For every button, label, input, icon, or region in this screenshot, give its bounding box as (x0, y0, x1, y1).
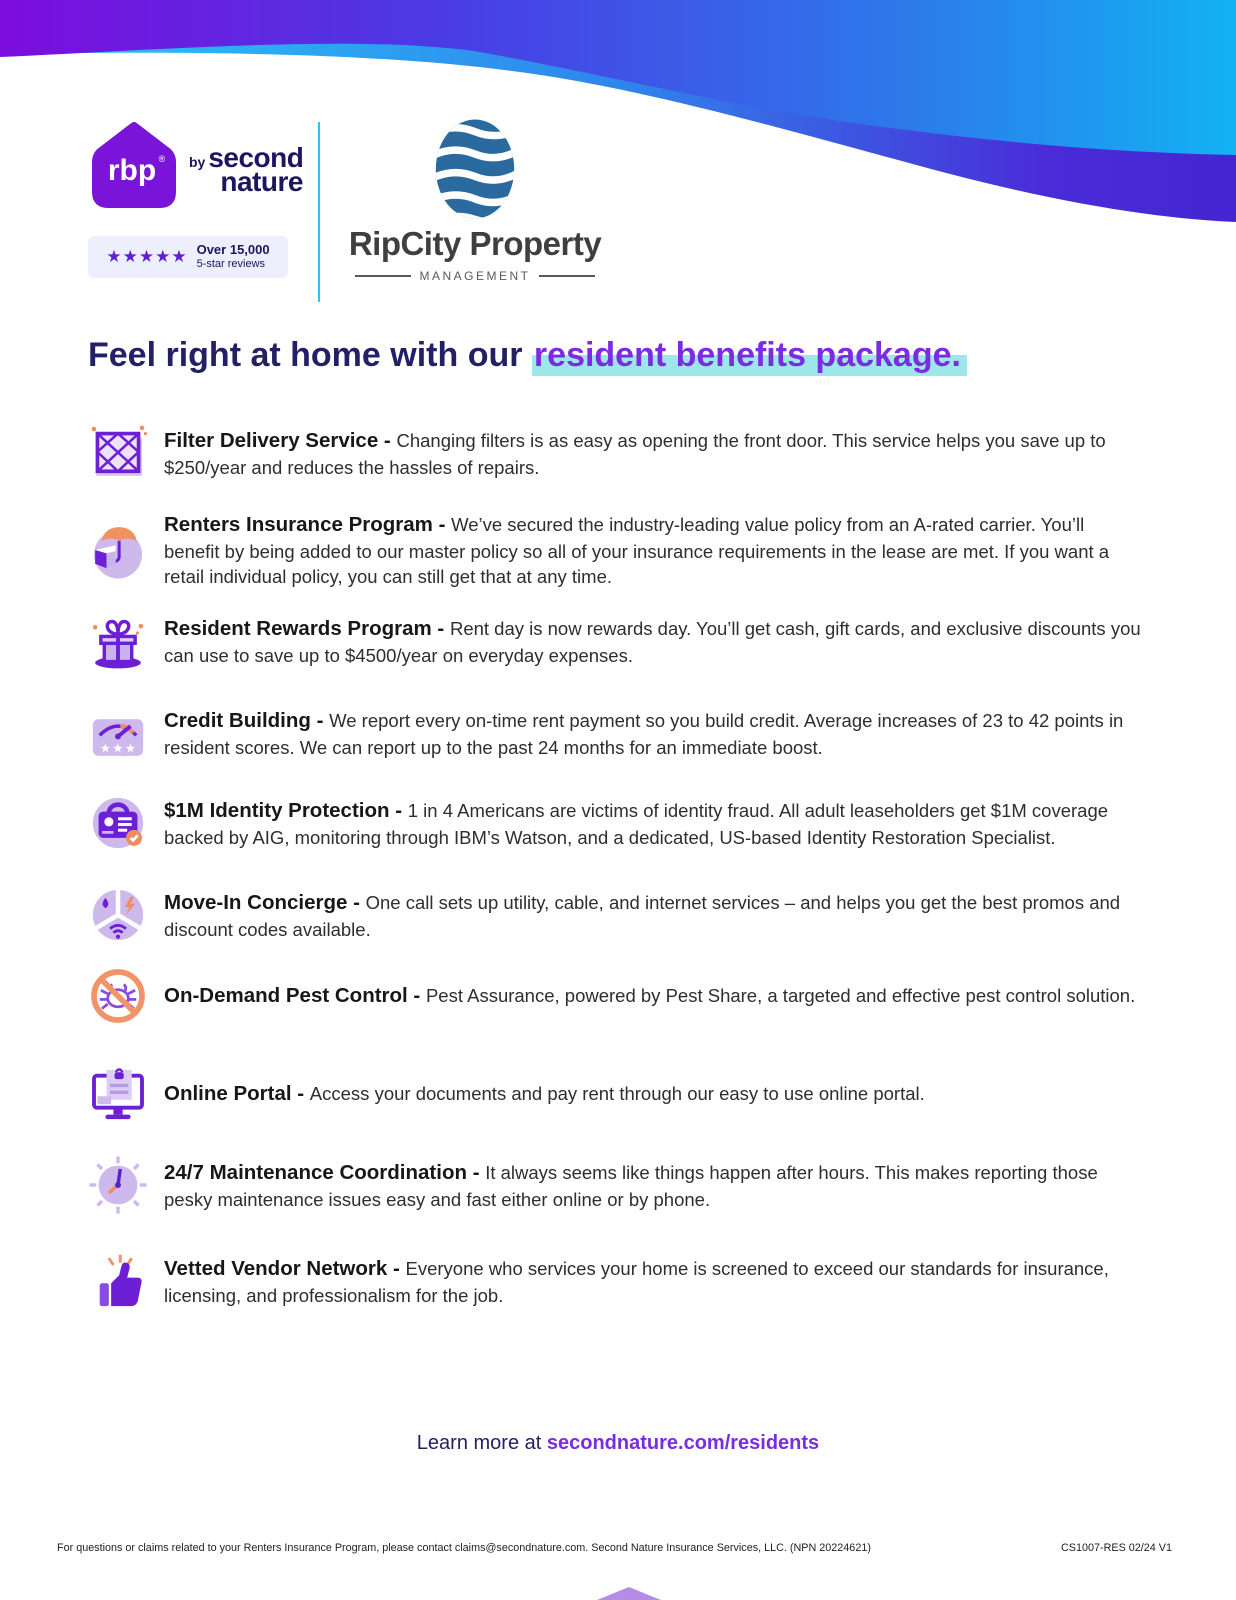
gift-icon (86, 609, 150, 673)
benefit-title: Vetted Vendor Network - (164, 1256, 406, 1280)
no-pests-icon (86, 964, 150, 1028)
by-label: by (189, 154, 206, 170)
brand-word-nature: nature (220, 166, 303, 198)
benefit-renters-insurance (0, 492, 1236, 608)
reviews-badge (88, 236, 288, 278)
ripcity-logo (338, 116, 612, 283)
benefit-body: It always seems like things happen after hours. This makes reporting those pesky maintenance issues easy and fast either online or by phone. (164, 1161, 1098, 1210)
benefit-body: Everyone who services your home is screened to exceed our standards for insurance, licensing, and professionalism for the job. (164, 1257, 1109, 1306)
rule-left (355, 275, 411, 277)
online-portal-monitor-icon (86, 1062, 150, 1126)
rule-right (539, 275, 595, 277)
benefit-move-in-concierge (0, 870, 1236, 960)
svg-text:rbp: rbp (107, 154, 157, 187)
benefit-filter-delivery (0, 408, 1236, 498)
reviews-count: Over 15,000 (196, 242, 270, 258)
air-filter-icon (86, 421, 150, 485)
second-nature-logo (189, 142, 304, 198)
reviews-caption: 5-star reviews (196, 258, 266, 271)
benefit-title: Move-In Concierge - (164, 890, 366, 914)
globe-icon (433, 116, 517, 222)
company-subtitle: MANAGEMENT (419, 269, 531, 283)
utilities-icon (86, 883, 150, 947)
credit-gauge-icon (86, 701, 150, 765)
brand-word-second: second (208, 142, 304, 173)
clock-icon (86, 1153, 150, 1217)
benefit-body: Access your documents and pay rent through our easy to use online portal. (309, 1082, 925, 1104)
thumbs-up-icon (86, 1249, 150, 1313)
benefit-title: Renters Insurance Program - (164, 512, 452, 536)
company-name: RipCity Property (348, 225, 602, 262)
rbp-logo (86, 118, 182, 222)
five-stars-icon: ★★★★★ (106, 247, 188, 266)
learn-more-link[interactable]: secondnature.com/residents (546, 1432, 820, 1454)
fine-print: For questions or claims related to your Renters Insurance Program, please contact claims@secondnature.com. Second Nature Insurance Services, LLC. (NPN 20224621) (57, 1542, 871, 1554)
benefit-title: $1M Identity Protection - (164, 798, 408, 822)
company-subtitle-row (338, 269, 612, 283)
benefit-title: Filter Delivery Service - (164, 428, 397, 452)
benefit-body: One call sets up utility, cable, and internet services – and helps you get the best promos and discount codes available. (164, 891, 1121, 940)
svg-text:★: ★ (124, 741, 137, 756)
page-title (88, 336, 967, 375)
benefit-title: 24/7 Maintenance Coordination - (164, 1160, 486, 1184)
title-prefix: Feel right at home with our (88, 336, 532, 374)
benefit-identity-protection (0, 778, 1236, 868)
benefit-maintenance (0, 1140, 1236, 1230)
logo-divider (318, 122, 320, 302)
svg-text:®: ® (158, 154, 166, 164)
learn-more-line (0, 1432, 1236, 1455)
learn-more-prefix: Learn more at (416, 1432, 547, 1454)
benefit-body: Pest Assurance, powered by Pest Share, a targeted and effective pest control solution. (425, 984, 1136, 1006)
title-highlight: resident benefits package. (532, 336, 967, 376)
benefit-body: We report every on-time rent payment so you build credit. Average increases of 23 to 42 points in resident scores. We can report up to the past 24 months for an immediate boost. (164, 709, 1124, 758)
benefit-title: On-Demand Pest Control - (164, 983, 426, 1007)
benefit-body: Changing filters is as easy as opening the front door. This service helps you save up to $250/year and reduces the hassles of repairs. (164, 429, 1106, 478)
umbrella-insurance-icon (86, 518, 150, 582)
benefit-online-portal (0, 1060, 1236, 1128)
svg-text:★: ★ (99, 741, 111, 756)
benefit-body: 1 in 4 Americans are victims of identity fraud. All adult leaseholders get $1M coverage backed by AIG, monitoring through IBM’s Watson, and a dedicated, US-based Identity Restoration Specialist. (164, 799, 1109, 848)
benefit-title: Online Portal - (164, 1081, 310, 1105)
benefit-pest-control (0, 962, 1236, 1030)
id-card-shield-icon (86, 791, 150, 855)
svg-text:★: ★ (112, 741, 124, 756)
benefit-credit-building (0, 688, 1236, 778)
benefit-vetted-vendors (0, 1236, 1236, 1326)
bottom-diamond-accent (597, 1587, 661, 1600)
benefit-body: We’ve secured the industry-leading value policy from an A-rated carrier. You’ll benefit by being added to our master policy so all of your insurance requirements in the lease are met. If you want a retail individual policy, you can still get that at any time. (164, 513, 1110, 587)
benefit-title: Resident Rewards Program - (164, 616, 450, 640)
header-wave-graphic (0, 0, 1236, 250)
benefit-title: Credit Building - (164, 708, 330, 732)
benefit-body: Rent day is now rewards day. You’ll get cash, gift cards, and exclusive discounts you can use to save up to $4500/year on everyday expenses. (164, 617, 1141, 666)
document-code: CS1007-RES 02/24 V1 (1060, 1542, 1172, 1554)
benefit-resident-rewards (0, 596, 1236, 686)
